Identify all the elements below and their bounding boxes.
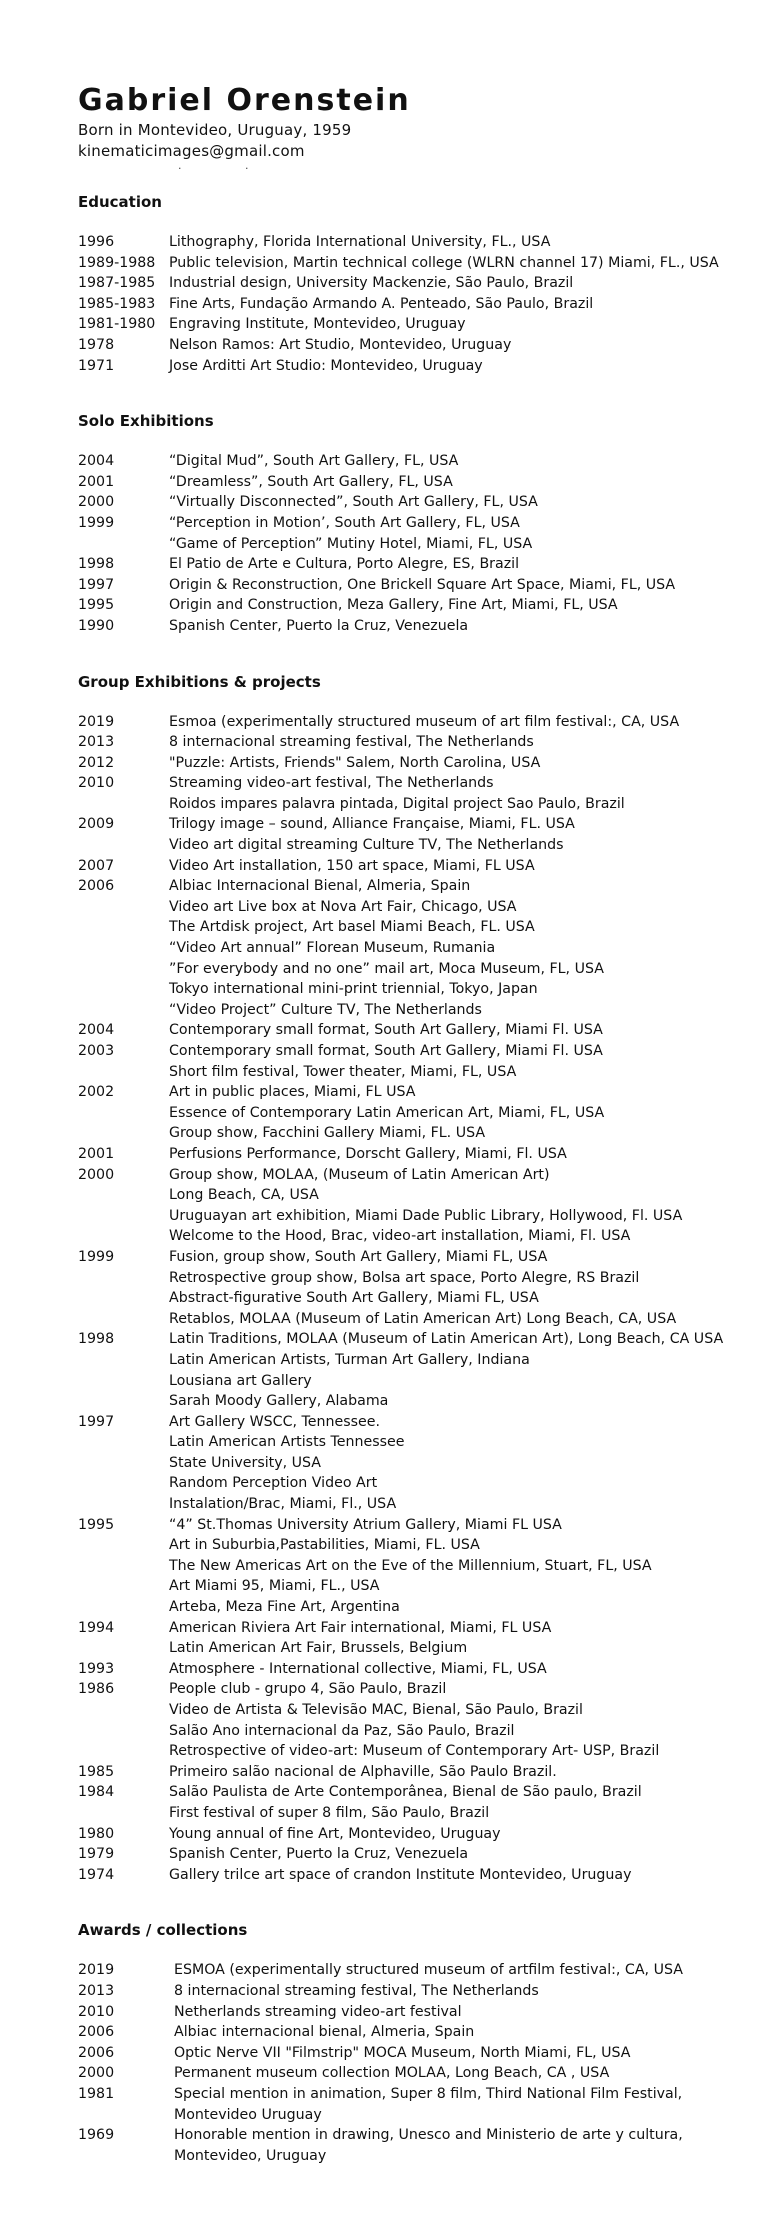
list-item	[78, 917, 738, 938]
list-item	[78, 959, 738, 980]
entry-year: 1979	[78, 1846, 115, 1863]
entry-year	[78, 1185, 169, 1206]
entry-text: Fine Arts, Fundação Armando A. Penteado, São Paulo, Brazil	[169, 295, 594, 312]
entry-year: 2004	[78, 453, 115, 470]
list-item	[78, 273, 738, 294]
list-item	[78, 1960, 738, 1981]
entry-text: Art in public places, Miami, FL USA	[169, 1084, 416, 1101]
entry-text: Retrospective group show, Bolsa art space, Porto Alegre, RS Brazil	[169, 1269, 640, 1286]
entry-text: Streaming video-art festival, The Netherlands	[169, 775, 494, 792]
entry-year	[78, 1803, 169, 1824]
entry-text: State University, USA	[169, 1454, 322, 1471]
list-item	[78, 554, 738, 575]
list-item	[78, 1556, 738, 1577]
entry-text: 8 internacional streaming festival, The Netherlands	[174, 1982, 539, 1999]
awards-list	[78, 1960, 738, 2166]
entry-year: 1985-1983	[78, 295, 156, 312]
list-item	[78, 1082, 738, 1103]
entry-text: Video de Artista & Televisão MAC, Bienal, São Paulo, Brazil	[169, 1702, 583, 1718]
list-item	[78, 1288, 738, 1309]
list-item	[78, 1741, 738, 1762]
list-item	[78, 2125, 738, 2166]
entry-text: Esmoa (experimentally structured museum of art film festival:, CA, USA	[169, 713, 680, 730]
entry-year: 2002	[78, 1084, 115, 1101]
entry-year	[78, 1432, 169, 1453]
entry-year: 2012	[78, 754, 115, 771]
entry-text: Netherlands streaming video-art festival	[174, 2003, 462, 2020]
list-item	[78, 1618, 738, 1639]
entry-year: 1995	[78, 1516, 115, 1533]
entry-text: Origin and Construction, Meza Gallery, Fine Art, Miami, FL, USA	[169, 597, 618, 614]
list-item	[78, 1597, 738, 1618]
entry-text: Origin & Reconstruction, One Brickell Square Art Space, Miami, FL, USA	[169, 576, 676, 593]
entry-year: 1989-1988	[78, 254, 156, 271]
list-item	[78, 835, 738, 856]
entry-text: Latin American Artists, Turman Art Gallery, Indiana	[169, 1351, 530, 1368]
entry-year: 1981	[78, 2085, 115, 2102]
entry-text: Arteba, Meza Fine Art, Argentina	[169, 1599, 400, 1616]
entry-text: Welcome to the Hood, Brac, video-art installation, Miami, Fl. USA	[169, 1228, 631, 1245]
entry-text: Art Gallery WSCC, Tennessee.	[169, 1413, 380, 1430]
list-item	[78, 897, 738, 918]
entry-text: Contemporary small format, South Art Gallery, Miami Fl. USA	[169, 1022, 603, 1039]
entry-text: “Game of Perception” Mutiny Hotel, Miami, FL, USA	[169, 535, 533, 552]
entry-text: Honorable mention in drawing, Unesco and Ministerio de arte y cultura, Montevideo, Uruguay	[174, 2127, 683, 2164]
entry-year: 1974	[78, 1866, 115, 1883]
entry-year: 1990	[78, 617, 115, 634]
entry-year	[78, 1473, 169, 1494]
list-item	[78, 1515, 738, 1536]
entry-year: 1999	[78, 514, 115, 531]
entry-text: Retrospective of video-art: Museum of Contemporary Art- USP, Brazil	[169, 1743, 660, 1760]
entry-year: 1984	[78, 1784, 115, 1801]
list-item	[78, 1412, 738, 1433]
list-item	[78, 253, 738, 274]
list-item	[78, 1700, 738, 1721]
entry-year: 1981-1980	[78, 316, 156, 333]
entry-text: Retablos, MOLAA (Museum of Latin American Art) Long Beach, CA, USA	[169, 1310, 677, 1327]
list-item	[78, 616, 738, 637]
entry-text: Atmosphere - International collective, Miami, FL, USA	[169, 1660, 547, 1677]
entry-year: 1994	[78, 1619, 115, 1636]
entry-year: 2001	[78, 473, 115, 490]
list-item	[78, 232, 738, 253]
awards-heading: Awards / collections	[78, 1921, 248, 1940]
list-item	[78, 1494, 738, 1515]
entry-text: Lithography, Florida International University, FL., USA	[169, 234, 551, 250]
entry-year	[78, 1597, 169, 1618]
list-item	[78, 876, 738, 897]
list-item	[78, 1103, 738, 1124]
entry-year: 2007	[78, 857, 115, 874]
education-heading: Education	[78, 193, 162, 211]
list-item	[78, 1803, 738, 1824]
entry-year	[78, 1350, 169, 1371]
list-item	[78, 595, 738, 616]
entry-text: Latin American Artists Tennessee	[169, 1434, 405, 1451]
resume-page	[78, 82, 738, 2166]
entry-text: “Video Project” Culture TV, The Netherlands	[169, 1001, 482, 1018]
entry-text: Sarah Moody Gallery, Alabama	[169, 1393, 389, 1410]
entry-text: First festival of super 8 film, São Paulo, Brazil	[169, 1804, 490, 1821]
list-item	[78, 314, 738, 335]
entry-text: Nelson Ramos: Art Studio, Montevideo, Uruguay	[169, 336, 512, 353]
entry-text: Group show, MOLAA, (Museum of Latin American Art)	[169, 1166, 550, 1183]
list-item	[78, 1679, 738, 1700]
entry-text: Video art Live box at Nova Art Fair, Chicago, USA	[169, 898, 517, 915]
entry-year: 1985	[78, 1763, 115, 1780]
entry-text: “Digital Mud”, South Art Gallery, FL, USA	[169, 453, 459, 470]
entry-text: El Patio de Arte e Cultura, Porto Alegre, ES, Brazil	[169, 556, 520, 573]
list-item	[78, 712, 738, 733]
list-item	[78, 1453, 738, 1474]
list-item	[78, 1185, 738, 1206]
entry-text: Roidos impares palavra pintada, Digital project Sao Paulo, Brazil	[169, 795, 625, 812]
list-item	[78, 1659, 738, 1680]
entry-year: 2003	[78, 1043, 115, 1059]
list-item	[78, 1041, 738, 1062]
entry-text: People club - grupo 4, São Paulo, Brazil	[169, 1681, 447, 1698]
entry-year	[78, 1453, 169, 1474]
entry-year: 1998	[78, 556, 115, 573]
list-item	[78, 2043, 738, 2064]
entry-text: Gallery trilce art space of crandon Institute Montevideo, Uruguay	[169, 1866, 632, 1883]
entry-year: 2013	[78, 1982, 115, 1999]
entry-year	[78, 1371, 169, 1392]
list-item	[78, 794, 738, 815]
entry-year: 1978	[78, 336, 115, 353]
entry-year	[78, 1226, 169, 1247]
entry-text: Latin American Art Fair, Brussels, Belgium	[169, 1640, 468, 1657]
entry-text: Public television, Martin technical college (WLRN channel 17) Miami, FL., USA	[169, 254, 719, 271]
list-item	[78, 1371, 738, 1392]
entry-year	[78, 1062, 169, 1083]
entry-year	[78, 1000, 169, 1021]
entry-year: 2006	[78, 2024, 115, 2041]
birth-info: Born in Montevideo, Uruguay, 1959	[78, 121, 352, 139]
list-item	[78, 1165, 738, 1186]
entry-year: 1999	[78, 1248, 115, 1265]
list-item	[78, 1226, 738, 1247]
entry-year	[78, 794, 169, 815]
entry-text: Special mention in animation, Super 8 film, Third National Film Festival, Montevideo Uruguay	[174, 2085, 683, 2123]
entry-year: 2001	[78, 1145, 115, 1162]
entry-year: 1995	[78, 597, 115, 614]
entry-year	[78, 1288, 169, 1309]
decorative-dots: · ·	[178, 162, 279, 175]
list-item	[78, 2084, 738, 2125]
entry-year: 2004	[78, 1022, 115, 1039]
list-item	[78, 1638, 738, 1659]
artist-name: Gabriel Orenstein	[78, 83, 411, 118]
solo-exhibitions-list	[78, 451, 738, 636]
list-item	[78, 938, 738, 959]
entry-year: 1986	[78, 1681, 115, 1698]
list-item	[78, 2063, 738, 2084]
entry-text: Salão Paulista de Arte Contemporânea, Bienal de São paulo, Brazil	[169, 1784, 642, 1801]
entry-text: Uruguayan art exhibition, Miami Dade Public Library, Hollywood, Fl. USA	[169, 1207, 683, 1224]
list-item	[78, 1268, 738, 1289]
entry-text: Engraving Institute, Montevideo, Uruguay	[169, 316, 466, 333]
entry-year: 1971	[78, 357, 115, 374]
entry-text: Albiac internacional bienal, Almeria, Spain	[174, 2024, 475, 2041]
entry-text: Video art digital streaming Culture TV, The Netherlands	[169, 837, 564, 854]
list-item	[78, 294, 738, 315]
list-item	[78, 1981, 738, 2002]
entry-text: Lousiana art Gallery	[169, 1372, 312, 1389]
entry-year	[78, 938, 169, 959]
entry-year	[78, 1494, 169, 1515]
entry-year: 2000	[78, 494, 115, 511]
list-item	[78, 492, 738, 513]
list-item	[78, 1123, 738, 1144]
list-item	[78, 1721, 738, 1742]
list-item	[78, 1762, 738, 1783]
entry-text: Art in Suburbia,Pastabilities, Miami, FL. USA	[169, 1537, 480, 1554]
list-item	[78, 2002, 738, 2023]
entry-text: “Dreamless”, South Art Gallery, FL, USA	[169, 473, 453, 490]
list-item	[78, 1020, 738, 1041]
list-item	[78, 534, 738, 555]
entry-year	[78, 534, 169, 555]
entry-text: Optic Nerve VII "Filmstrip" MOCA Museum, North Miami, FL, USA	[174, 2044, 631, 2061]
list-item	[78, 753, 738, 774]
entry-year: 2013	[78, 734, 115, 751]
entry-text: Art Miami 95, Miami, FL., USA	[169, 1578, 380, 1595]
entry-year	[78, 917, 169, 938]
entry-text: ”For everybody and no one” mail art, Moca Museum, FL, USA	[169, 960, 604, 977]
entry-text: Latin Traditions, MOLAA (Museum of Latin American Art), Long Beach, CA USA	[169, 1331, 724, 1348]
entry-year: 1980	[78, 1825, 115, 1842]
entry-year: 2006	[78, 2044, 115, 2061]
list-item	[78, 1865, 738, 1886]
entry-text: American Riviera Art Fair international, Miami, FL USA	[169, 1619, 552, 1636]
list-item	[78, 356, 738, 377]
list-item	[78, 575, 738, 596]
entry-text: Fusion, group show, South Art Gallery, Miami FL, USA	[169, 1248, 548, 1265]
list-item	[78, 1432, 738, 1453]
entry-text: Contemporary small format, South Art Gallery, Miami Fl. USA	[169, 1043, 603, 1059]
education-list	[78, 232, 738, 376]
list-item	[78, 814, 738, 835]
entry-year	[78, 1638, 169, 1659]
list-item	[78, 472, 738, 493]
entry-text: Tokyo international mini-print triennial, Tokyo, Japan	[169, 981, 538, 998]
entry-year: 1987-1985	[78, 275, 156, 292]
list-item	[78, 1535, 738, 1556]
entry-year: 1998	[78, 1331, 115, 1348]
entry-year	[78, 897, 169, 918]
entry-year: 2019	[78, 713, 115, 730]
list-item	[78, 1062, 738, 1083]
entry-year	[78, 1103, 169, 1124]
entry-text: Long Beach, CA, USA	[169, 1187, 319, 1204]
list-item	[78, 1844, 738, 1865]
list-item	[78, 1782, 738, 1803]
list-item	[78, 1206, 738, 1227]
list-item	[78, 1000, 738, 1021]
entry-text: Jose Arditti Art Studio: Montevideo, Uruguay	[169, 357, 483, 374]
entry-year	[78, 1206, 169, 1227]
list-item	[78, 1309, 738, 1330]
entry-year: 2010	[78, 775, 115, 792]
email-address: kinematicimages@gmail.com	[78, 142, 305, 160]
entry-year	[78, 1556, 169, 1577]
list-item	[78, 1247, 738, 1268]
entry-text: Video Art installation, 150 art space, Miami, FL USA	[169, 857, 535, 874]
list-item	[78, 1576, 738, 1597]
entry-year	[78, 1576, 169, 1597]
entry-text: Instalation/Brac, Miami, Fl., USA	[169, 1496, 397, 1513]
entry-year: 2010	[78, 2003, 115, 2020]
list-item	[78, 856, 738, 877]
entry-year: 2000	[78, 1166, 115, 1183]
solo-exhibitions-heading: Solo Exhibitions	[78, 412, 214, 431]
list-item	[78, 1824, 738, 1845]
entry-year	[78, 1268, 169, 1289]
entry-text: Spanish Center, Puerto la Cruz, Venezuela	[169, 1846, 469, 1863]
list-item	[78, 1144, 738, 1165]
entry-text: The Artdisk project, Art basel Miami Beach, FL. USA	[169, 919, 535, 936]
entry-text: Group show, Facchini Gallery Miami, FL. USA	[169, 1125, 486, 1142]
entry-text: Primeiro salão nacional de Alphaville, São Paulo Brazil.	[169, 1763, 557, 1780]
entry-year	[78, 1700, 169, 1721]
entry-year: 1969	[78, 2127, 115, 2144]
list-item	[78, 513, 738, 534]
entry-year	[78, 979, 169, 1000]
entry-year	[78, 959, 169, 980]
list-item	[78, 773, 738, 794]
group-exhibitions-heading: Group Exhibitions & projects	[78, 672, 321, 691]
entry-text: Industrial design, University Mackenzie, São Paulo, Brazil	[169, 275, 574, 292]
entry-year: 1993	[78, 1660, 115, 1677]
entry-text: Salão Ano internacional da Paz, São Paulo, Brazil	[169, 1722, 515, 1739]
entry-year: 2019	[78, 1962, 115, 1979]
entry-year: 1997	[78, 1413, 115, 1430]
entry-year: 2009	[78, 816, 115, 833]
entry-text: Abstract-figurative South Art Gallery, Miami FL, USA	[169, 1290, 539, 1307]
entry-year	[78, 1741, 169, 1762]
entry-text: The New Americas Art on the Eve of the Millennium, Stuart, FL, USA	[169, 1557, 652, 1574]
list-item	[78, 732, 738, 753]
entry-year	[78, 1309, 169, 1330]
entry-year	[78, 1721, 169, 1742]
list-item	[78, 335, 738, 356]
entry-text: "Puzzle: Artists, Friends" Salem, North Carolina, USA	[169, 754, 541, 771]
entry-text: Short film festival, Tower theater, Miami, FL, USA	[169, 1063, 517, 1080]
entry-text: “4” St.Thomas University Atrium Gallery, Miami FL USA	[169, 1516, 562, 1533]
entry-year: 2006	[78, 878, 115, 895]
list-item	[78, 979, 738, 1000]
entry-text: Random Perception Video Art	[169, 1475, 378, 1492]
group-exhibitions-list	[78, 712, 738, 1886]
list-item	[78, 1473, 738, 1494]
entry-text: ESMOA (experimentally structured museum of artfilm festival:, CA, USA	[174, 1962, 683, 1979]
entry-text: “Perception in Motion’, South Art Gallery, FL, USA	[169, 514, 520, 531]
entry-year	[78, 835, 169, 856]
entry-year	[78, 1123, 169, 1144]
entry-text: Albiac Internacional Bienal, Almeria, Spain	[169, 878, 471, 895]
entry-year: 2000	[78, 2065, 115, 2082]
entry-text: Spanish Center, Puerto la Cruz, Venezuela	[169, 617, 469, 634]
entry-text: “Virtually Disconnected”, South Art Gallery, FL, USA	[169, 494, 538, 511]
list-item	[78, 451, 738, 472]
entry-year	[78, 1535, 169, 1556]
list-item	[78, 1391, 738, 1412]
list-item	[78, 1329, 738, 1350]
entry-text: Permanent museum collection MOLAA, Long Beach, CA , USA	[174, 2065, 610, 2082]
entry-text: Young annual of fine Art, Montevideo, Uruguay	[169, 1825, 501, 1842]
entry-text: 8 internacional streaming festival, The Netherlands	[169, 734, 534, 751]
entry-text: Essence of Contemporary Latin American Art, Miami, FL, USA	[169, 1104, 605, 1121]
entry-year: 1996	[78, 234, 115, 250]
entry-text: Trilogy image – sound, Alliance Française, Miami, FL. USA	[169, 816, 575, 833]
list-item	[78, 2022, 738, 2043]
entry-year	[78, 1391, 169, 1412]
entry-text: Perfusions Performance, Dorscht Gallery, Miami, Fl. USA	[169, 1145, 567, 1162]
entry-text: “Video Art annual” Florean Museum, Rumania	[169, 940, 496, 957]
list-item	[78, 1350, 738, 1371]
entry-year: 1997	[78, 576, 115, 593]
